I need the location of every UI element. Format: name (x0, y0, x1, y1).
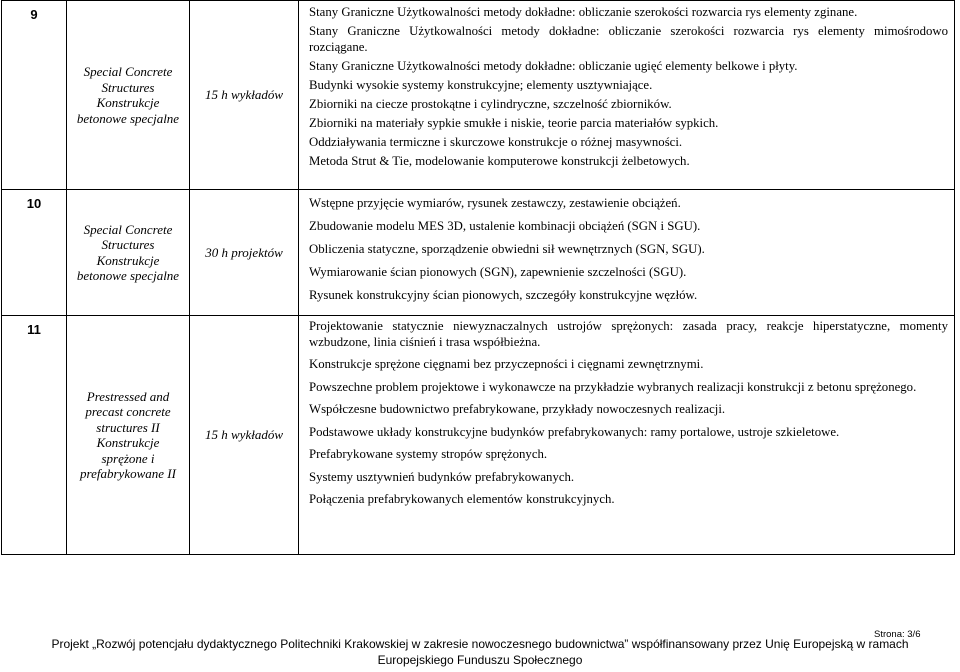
course-name-line: Structures (101, 79, 155, 95)
course-name-line: Special Concrete (83, 64, 173, 79)
course-name-line: precast concrete (85, 404, 171, 419)
topic-item: Konstrukcje sprężone cięgnami bez przyczepności i cięgnami zewnętrznymi. (309, 357, 704, 371)
course-name (67, 1, 190, 190)
table-row (2, 190, 955, 316)
course-topics (299, 1, 955, 190)
topic-item: Projektowanie statycznie niewyznaczalnych ustrojów sprężonych: zasada pracy, reakcje hiperstatyczne, momenty wzbudzone, linia ciśnień i trasa współbieżna. (309, 319, 948, 349)
topic-item: Stany Graniczne Użytkowalności metody dokładne: obliczanie ugięć elementy belkowe i płyty. (309, 58, 798, 73)
topic-item: Zbiorniki na ciecze prostokątne i cylindryczne, szczelność zbiorników. (309, 96, 672, 111)
course-name-line: Konstrukcje (96, 252, 160, 268)
course-name-line: prefabrykowane II (80, 466, 176, 481)
topic-item: Powszechne problem projektowe i wykonawcze na przykładzie wybranych realizacji konstrukcji z betonu sprężonego. (309, 379, 917, 394)
course-name-line: betonowe specjalne (76, 110, 180, 126)
topic-item: Obliczenia statyczne, sporządzenie obwiedni sił wewnętrznych (SGN, SGU). (309, 242, 705, 256)
course-name-line: Konstrukcje (96, 95, 160, 110)
course-name-line: sprężone i (101, 450, 155, 466)
footer-line-1: Projekt „Rozwój potencjału dydaktycznego Politechniki Krakowskiej w zakresie nowoczesnego budownictwa” współfinansowany przez Unię Europejską w ramach (51, 637, 909, 651)
course-name-line: Prestressed and (86, 388, 170, 404)
course-hours: 15 h wykładów (190, 1, 299, 190)
topic-item: Zbiorniki na materiały sypkie smukłe i niskie, teorie parcia materiałów sypkich. (309, 115, 719, 130)
course-name-line: Konstrukcje (96, 435, 160, 450)
table-row (2, 316, 955, 555)
topic-item: Metoda Strut & Tie, modelowanie komputerowe konstrukcji żelbetowych. (309, 154, 690, 169)
course-name (67, 316, 190, 555)
topic-item: Systemy usztywnień budynków prefabrykowanych. (309, 469, 575, 484)
topic-item: Współczesne budownictwo prefabrykowane, przykłady nowoczesnych realizacji. (309, 402, 726, 416)
course-hours: 30 h projektów (190, 190, 299, 316)
topic-item: Stany Graniczne Użytkowalności metody dokładne: obliczanie szerokości rozwarcia rys elementy mimośrodowo rozciągane. (309, 24, 948, 54)
topic-item: Połączenia prefabrykowanych elementów konstrukcyjnych. (309, 492, 615, 506)
footer-line-2: Europejskiego Funduszu Społecznego (377, 653, 583, 667)
course-name-line: structures II (96, 419, 160, 435)
topic-item: Budynki wysokie systemy konstrukcyjne; elementy usztywniające. (309, 77, 653, 92)
footer (0, 636, 960, 668)
course-name-line: betonowe specjalne (76, 268, 180, 283)
page-number: Strona: 3/6 (874, 629, 921, 640)
topic-item: Oddziaływania termiczne i skurczowe konstrukcje o różnej masywności. (309, 135, 683, 150)
course-hours: 15 h wykładów (190, 316, 299, 555)
course-name-line: Special Concrete (83, 221, 173, 237)
topic-item: Podstawowe układy konstrukcyjne budynków prefabrykowanych: ramy portalowe, ustroje szkieletowe. (309, 424, 840, 439)
table-row (2, 1, 955, 190)
topic-item: Prefabrykowane systemy stropów sprężonych. (309, 447, 548, 461)
row-number: 10 (2, 190, 67, 316)
topic-item: Wstępne przyjęcie wymiarów, rysunek zestawczy, zestawienie obciążeń. (309, 196, 681, 210)
row-number: 11 (2, 316, 67, 555)
course-name-line: Structures (101, 237, 155, 252)
course-topics (299, 190, 955, 316)
topic-item: Rysunek konstrukcyjny ścian pionowych, szczegóły konstrukcyjne węzłów. (309, 288, 698, 302)
row-number: 9 (2, 1, 67, 190)
syllabus-table (1, 0, 955, 555)
course-name (67, 190, 190, 316)
topic-item: Stany Graniczne Użytkowalności metody dokładne: obliczanie szerokości rozwarcia rys elementy zginane. (309, 5, 858, 19)
course-topics (299, 316, 955, 555)
topic-item: Zbudowanie modelu MES 3D, ustalenie kombinacji obciążeń (SGN i SGU). (309, 219, 701, 233)
topic-item: Wymiarowanie ścian pionowych (SGN), zapewnienie szczelności (SGU). (309, 265, 687, 279)
